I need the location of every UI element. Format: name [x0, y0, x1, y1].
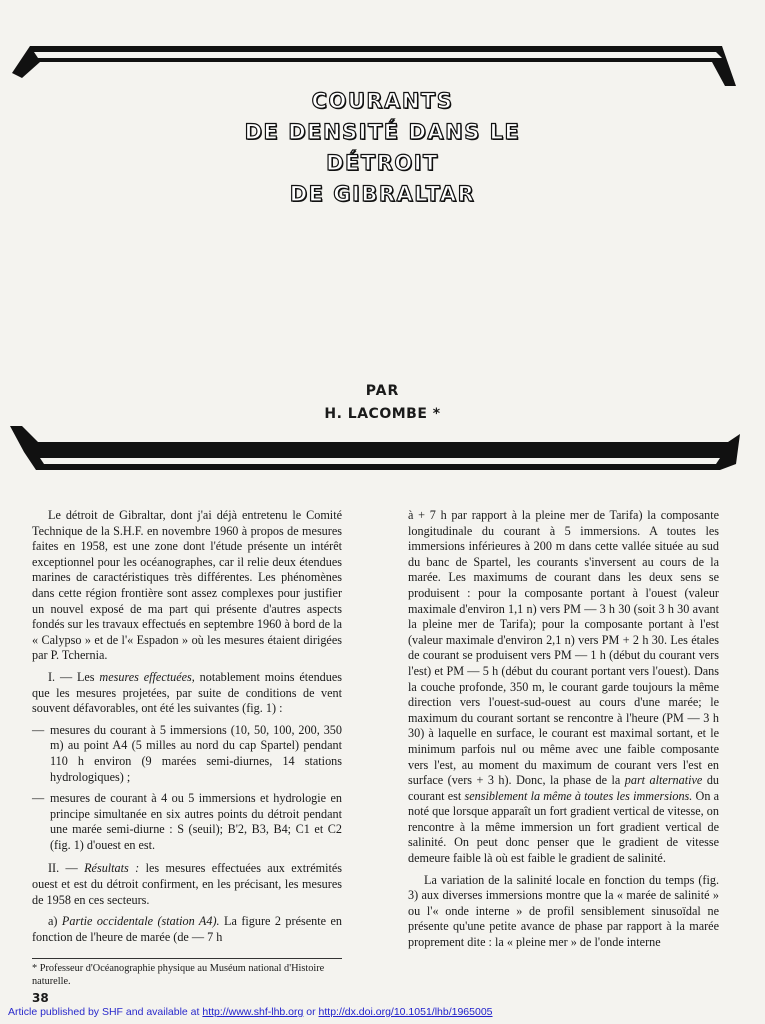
by-label: PAR	[365, 383, 400, 399]
doi-link[interactable]: http://dx.doi.org/10.1051/lhb/1965005	[318, 1006, 493, 1018]
author-block	[0, 381, 765, 427]
article-title	[0, 86, 765, 210]
subsection-a-italic: Partie occidentale (station A4).	[61, 914, 220, 929]
title-line: DE DENSITÉ DANS LE	[244, 120, 521, 144]
right-paragraph-1	[408, 508, 719, 867]
dash-bullet: —	[32, 791, 45, 806]
section-2-number: II. —	[48, 861, 78, 876]
right-paragraph-1-end: On a noté que lorsque apparaît un fort gradient vertical de vitesse, on rencontre à la même immersion un fort gradient vertical de salinité. On peut donc penser que le gradient de vitesse demeure faible là où est faible le gradient de salinité.	[408, 788, 720, 866]
title-line: DÉTROIT	[326, 151, 439, 175]
right-paragraph-1-text: à + 7 h par rapport à la pleine mer de Tarifa) la composante longitudinale du courant à 5 immersions. A toutes les immersions inférieures à 200 m dans cette vallée située au sud du banc de Spartel, les courants s'inversent au cours de la marée. Les maximums de courant dans les deux sens se produisent : pour la composante portant à l'ouest (valeur maximale d'environ 1,1 n) vers PM — 3 h 30 (soit 3 h 30 avant la pleine mer de Tarifa); pour la composante portant à l'est (valeur maximale d'environ 2,1 n) vers PM + 2 h 30. Les étales de courant se produisent vers PM — 1 h (début du courant vers l'est) et PM — 5 h (début du courant portant vers l'ouest). Dans la couche profonde, 350 m, le courant garde toujours la même direction vers l'ouest-sud-ouest au cours d'une marée; le maximum du courant sortant se rencontre à l'heure (PM — 3 h 30) à laquelle en surface, le courant est maximal sortant, et le minimum parfois nul ou même avec une faible composante vers l'est, au moment du maximum de courant vers l'est en surface (vers + 3 h). Donc, la phase de la	[408, 508, 719, 788]
list-item	[32, 791, 342, 853]
section-1-paragraph	[32, 670, 342, 717]
shf-link[interactable]: http://www.shf-lhb.org	[202, 1006, 304, 1018]
top-banner-ornament	[0, 40, 765, 92]
subsection-a-label: a)	[48, 914, 58, 929]
list-item-text: mesures de courant à 4 ou 5 immersions et hydrologie en principe simultanée en six autres points du détroit pendant une marée semi-diurne : S (seuil); B'2, B3, B4; C1 et C2 (fig. 1) d'ouest en est.	[50, 791, 342, 852]
author-name: H. LACOMBE *	[324, 406, 441, 422]
bottom-banner-ornament	[0, 424, 765, 474]
left-column	[32, 508, 342, 951]
right-paragraph-2: La variation de la salinité locale en fonction du temps (fig. 3) aux diverses immersions montre que la « marée de salinité » ou l'« onde interne » de profil sensiblement sinusoïdal ne présente qu'une petite avance de phase par rapport à la marée proprement dite : la « pleine mer » de l'onde interne	[408, 872, 719, 950]
section-2-italic: Résultats :	[84, 861, 140, 876]
list-item	[32, 723, 342, 785]
list-item-text: mesures du courant à 5 immersions (10, 50, 100, 200, 350 m) au point A4 (5 milles au nord du cap Spartel) pendant 110 h environ (9 marées semi-diurnes, 14 stations hydrologiques) ;	[50, 722, 342, 784]
dash-bullet: —	[32, 722, 45, 737]
right-paragraph-1-italic: part alternative	[624, 773, 703, 788]
section-2-paragraph	[32, 861, 342, 908]
footnote-divider	[32, 958, 342, 959]
footnote: * Professeur d'Océanographie physique au Muséum national d'Histoire naturelle.	[32, 963, 325, 987]
publication-notice	[8, 1006, 758, 1018]
subsection-a-text: La figure 2 présente en fonction de l'heure de marée (de — 7 h	[32, 914, 342, 944]
section-2-text: les mesures effectuées aux extrémités ouest et est du détroit confirment, en les précisant, les mesures de 1958 en ces secteurs.	[32, 861, 343, 907]
right-paragraph-1-mid: du courant est	[408, 773, 720, 803]
section-1-number: I. — Les	[48, 669, 95, 684]
section-1-italic: mesures effectuées,	[99, 669, 195, 684]
section-1-text: notablement moins étendues que les mesures projetées, par suite de conditions de vent souvent défavorables, ont été les suivantes (fig. 1) :	[32, 669, 343, 716]
publication-prefix: Article published by SHF and available at	[8, 1006, 200, 1018]
page-number: 38	[32, 991, 49, 1005]
title-line: COURANTS	[311, 89, 454, 113]
title-line: DE GIBRALTAR	[289, 182, 476, 206]
right-paragraph-1-italic-2: sensiblement la même à toutes les immersions.	[464, 788, 693, 803]
publication-or: or	[306, 1006, 316, 1018]
right-column	[408, 508, 719, 957]
subsection-a-paragraph	[32, 914, 342, 945]
intro-paragraph: Le détroit de Gibraltar, dont j'ai déjà entretenu le Comité Technique de la S.H.F. en novembre 1960 à propos de mesures faites en 1958, est une zone dont l'étude présente un intérêt exceptionnel pour les océanographes, car il relie deux étendues marines de caractéristiques très différentes. Les phénomènes dans cette région frontière sont assez complexes pour justifier un nouvel exposé de ma part qui présente d'autres aspects fondés sur les travaux effectués en septembre 1960 à bord de la « Calypso » et de l'« Espadon » où les mesures étaient dirigées par P. Tchernia.	[32, 508, 342, 663]
